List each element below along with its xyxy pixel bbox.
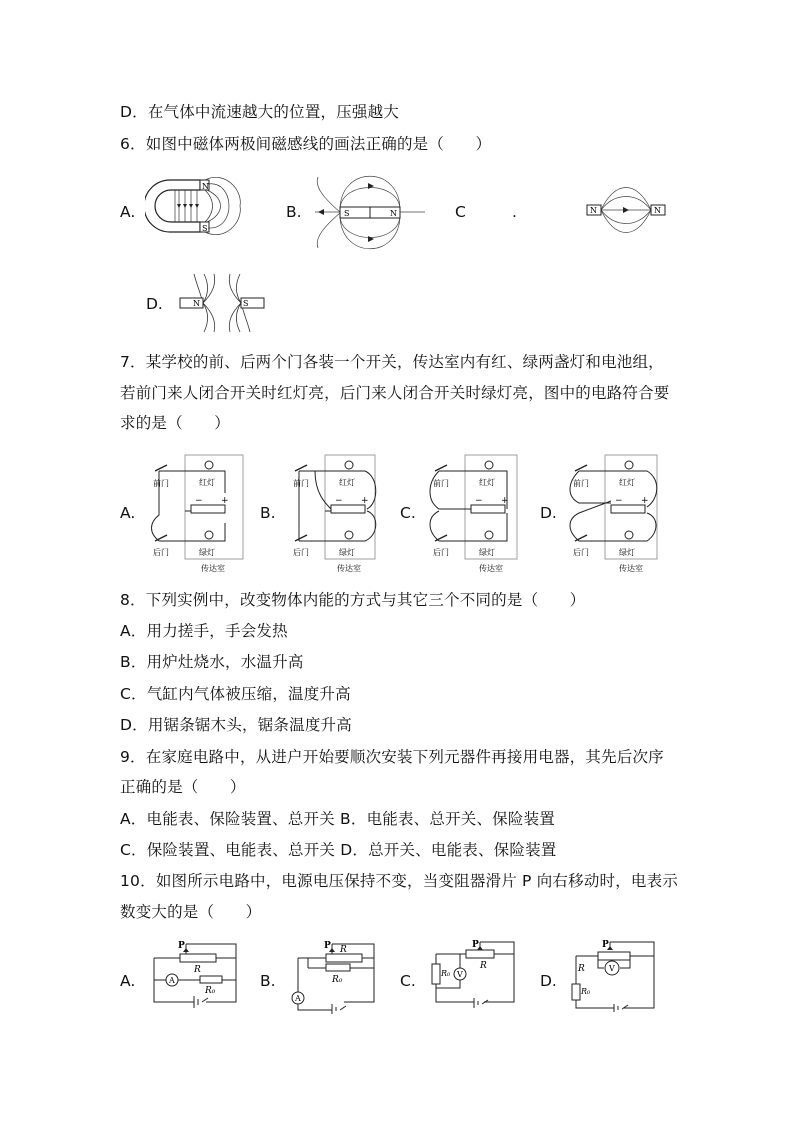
- svg-text:N: N: [202, 182, 209, 191]
- ammeter-label: A: [295, 994, 301, 1003]
- battery-plus: +: [501, 496, 509, 506]
- rheostat-r-label: R: [194, 965, 201, 975]
- svg-text:S: S: [202, 224, 208, 233]
- svg-text:S: S: [243, 299, 249, 308]
- green-lamp-label: 绿灯: [619, 548, 635, 557]
- q7-figure-c-circuit: [425, 453, 525, 575]
- q5-option-d: D．在气体中流速越大的位置，压强越大: [120, 103, 400, 121]
- front-door-label: 前门: [573, 479, 589, 488]
- svg-text:N: N: [590, 206, 597, 215]
- slider-p-label: P: [602, 940, 609, 950]
- q7-stem-line-2: 若前门来人闭合开关时红灯亮，后门来人闭合开关时绿灯亮，图中的电路符合要: [120, 384, 670, 402]
- svg-text:N: N: [654, 206, 661, 215]
- back-door-label: 后门: [573, 548, 589, 557]
- back-door-label: 后门: [433, 548, 449, 557]
- q6-figure-a-horseshoe-magnet: [145, 170, 245, 242]
- q7-label-d: D.: [540, 504, 557, 522]
- q10-label-b: B.: [260, 972, 276, 990]
- rheostat-r-label: R: [480, 961, 487, 971]
- q10-label-d: D.: [540, 972, 557, 990]
- front-door-label: 前门: [433, 479, 449, 488]
- q9-stem-line-2: 正确的是（ ）: [120, 778, 246, 796]
- slider-p-label: P: [178, 941, 185, 951]
- rheostat-r-label: R: [340, 945, 347, 955]
- q10-figure-d-circuit: [568, 938, 660, 1018]
- q8-stem: 8．下列实例中，改变物体内能的方式与其它三个不同的是（ ）: [120, 591, 586, 609]
- battery-minus: −: [615, 496, 623, 506]
- q10-stem-line-2: 数变大的是（ ）: [120, 903, 262, 921]
- q8-option-d: D．用锯条锯木头，锯条温度升高: [120, 716, 352, 734]
- q9-options-cd: C．保险装置、电能表、总开关 D．总开关、电能表、保险装置: [120, 841, 557, 859]
- svg-text:S: S: [344, 209, 350, 218]
- q10-figure-c-circuit: [428, 938, 520, 1018]
- q6-figure-d-two-magnets: [178, 272, 268, 334]
- q7-figure-d-circuit: [565, 453, 665, 575]
- red-lamp-label: 红灯: [199, 478, 215, 487]
- q9-stem-line-1: 9．在家庭电路中，从进户开始要顺次安装下列元器件再接用电器，其先后次序: [120, 748, 664, 766]
- q7-label-b: B.: [260, 504, 276, 522]
- svg-text:N: N: [390, 209, 397, 218]
- front-door-label: 前门: [153, 479, 169, 488]
- back-door-label: 后门: [153, 548, 169, 557]
- q7-figure-a-circuit: [145, 453, 245, 575]
- resistor-r0-label: R₀: [581, 987, 591, 996]
- green-lamp-label: 绿灯: [199, 548, 215, 557]
- voltmeter-label: V: [457, 970, 463, 979]
- q10-figure-a-circuit: [150, 940, 242, 1018]
- q6-label-c-dot: .: [512, 203, 517, 221]
- battery-minus: −: [335, 496, 343, 506]
- room-label: 传达室: [619, 564, 643, 573]
- q8-option-c: C．气缸内气体被压缩，温度升高: [120, 685, 351, 703]
- battery-plus: +: [361, 496, 369, 506]
- red-lamp-label: 红灯: [479, 478, 495, 487]
- room-label: 传达室: [337, 564, 361, 573]
- q6-figure-b-bar-magnet: [310, 175, 430, 250]
- q8-option-a: A．用力搓手，手会发热: [120, 622, 288, 640]
- q10-label-a: A.: [120, 972, 136, 990]
- q6-label-a: A.: [120, 203, 136, 221]
- battery-plus: +: [221, 496, 229, 506]
- slider-p-label: P: [324, 941, 331, 951]
- q7-stem-line-1: 7．某学校的前、后两个门各装一个开关，传达室内有红、绿两盏灯和电池组，: [120, 353, 664, 371]
- q7-stem-line-3: 求的是（ ）: [120, 414, 230, 432]
- battery-plus: +: [641, 496, 649, 506]
- q6-label-b: B.: [286, 203, 302, 221]
- red-lamp-label: 红灯: [619, 478, 635, 487]
- room-label: 传达室: [201, 564, 225, 573]
- green-lamp-label: 绿灯: [339, 548, 355, 557]
- q7-label-c: C.: [400, 504, 416, 522]
- q6-figure-c-two-magnets: [585, 180, 670, 240]
- back-door-label: 后门: [293, 548, 309, 557]
- q10-label-c: C.: [400, 972, 416, 990]
- resistor-r0-label: R₀: [441, 969, 451, 978]
- q10-stem-line-1: 10．如图所示电路中，电源电压保持不变，当变阻器滑片 P 向右移动时，电表示: [120, 872, 679, 890]
- rheostat-r-label: R: [578, 964, 585, 974]
- voltmeter-label: V: [609, 964, 615, 973]
- resistor-r0-label: R₀: [205, 986, 216, 996]
- red-lamp-label: 红灯: [339, 478, 355, 487]
- q7-label-a: A.: [120, 504, 136, 522]
- room-label: 传达室: [479, 564, 503, 573]
- q10-figure-b-circuit: [288, 940, 380, 1018]
- slider-p-label: P: [472, 940, 479, 950]
- q6-label-c: C: [455, 203, 466, 221]
- q6-label-d: D.: [146, 295, 163, 313]
- battery-minus: −: [195, 496, 203, 506]
- front-door-label: 前门: [293, 479, 309, 488]
- q9-options-ab: A．电能表、保险装置、总开关 B．电能表、总开关、保险装置: [120, 810, 555, 828]
- green-lamp-label: 绿灯: [479, 548, 495, 557]
- q8-option-b: B．用炉灶烧水，水温升高: [120, 653, 304, 671]
- q6-stem: 6．如图中磁体两极间磁感线的画法正确的是（ ）: [120, 135, 492, 153]
- resistor-r0-label: R₀: [332, 975, 343, 985]
- ammeter-label: A: [169, 976, 175, 985]
- svg-text:N: N: [193, 299, 200, 308]
- battery-minus: −: [475, 496, 483, 506]
- q7-figure-b-circuit: [285, 453, 385, 575]
